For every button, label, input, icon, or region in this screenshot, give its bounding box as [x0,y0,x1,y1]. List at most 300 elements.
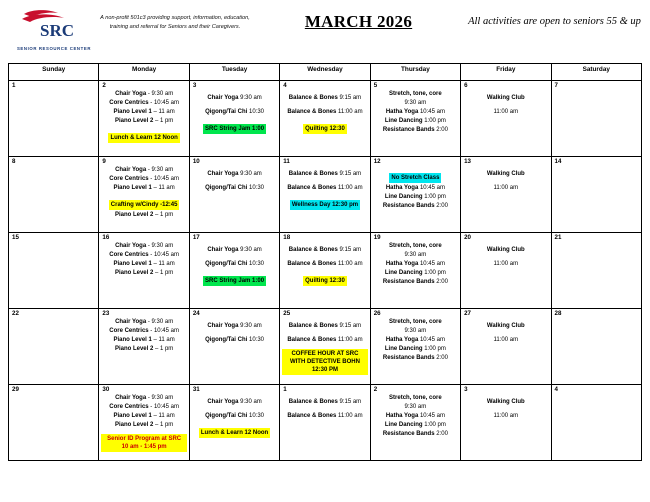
event-time: 9:30 am [404,252,427,259]
event-time: 2:00 [434,203,448,210]
event-time: - 10:45 am [148,404,179,411]
day-events [373,166,458,211]
calendar-day-cell[interactable] [551,233,641,309]
event-time: 11:00 am [336,413,363,420]
calendar-day-cell[interactable] [551,309,641,385]
calendar-week-row [9,233,642,309]
day-events [101,90,186,144]
event-time: - 9:30 am [146,167,174,174]
day-events [192,170,277,193]
day-events [192,94,277,135]
event-entry [282,170,367,179]
event-name: Line Dancing [384,118,423,125]
calendar-day-cell[interactable] [461,81,551,157]
day-number: 31 [192,386,200,393]
calendar-day-cell[interactable] [370,309,460,385]
weekday-header-wednesday: Wednesday [280,64,370,81]
event-time: - 10:45 am [148,328,179,335]
day-number: 13 [464,158,471,165]
event-name: Balance & Bones [288,95,338,102]
weekday-header-thursday: Thursday [370,64,460,81]
event-name: Chair Yoga [207,323,239,330]
event-name: Balance & Bones [287,185,337,192]
event-time: 9:15 am [337,247,362,254]
event-entry [101,175,186,184]
day-number: 5 [373,82,378,89]
calendar-day-cell[interactable] [280,157,370,233]
event-name: Hatha Yoga [385,261,419,268]
event-name: Walking Club [486,95,525,102]
page-title: MARCH 2026 [304,12,413,31]
weekday-header-friday: Friday [461,64,551,81]
weekday-header-tuesday: Tuesday [189,64,279,81]
event-name: Walking Club [486,171,525,178]
event-time: 2:00 [434,279,448,286]
day-number: 12 [373,158,381,165]
event-time: – 11 am [151,261,175,268]
event-time: 2:00 [434,127,448,134]
event-entry [101,394,186,403]
event-time: 10:45 am [418,337,445,344]
day-events [192,246,277,287]
event-name: Qigong/Tai Chi [205,337,248,344]
event-time: 11:00 am [336,337,363,344]
event-name: Piano Level 1 [113,261,152,268]
event-entry [192,412,277,421]
event-entry [282,184,367,193]
event-time: 10:45 am [418,413,445,420]
event-time: 9:30 am [404,404,427,411]
event-name: Stretch, tone, core [389,395,442,402]
event-entry [463,336,548,345]
event-entry [282,260,367,269]
event-name: Hatha Yoga [385,185,419,192]
event-name: Stretch, tone, core [389,319,442,326]
event-name: Piano Level 2 [114,270,154,277]
event-time: 10:45 am [418,261,445,268]
event-entry [101,327,186,336]
day-events [282,94,367,135]
day-number: 15 [12,234,19,241]
calendar-day-cell[interactable] [189,233,279,309]
logo [8,8,100,51]
calendar-body [9,81,642,461]
calendar-day-cell[interactable] [551,81,641,157]
src-logo-icon [18,10,90,40]
day-events [373,242,458,287]
event-entry [282,336,367,345]
event-time: 11:00 am [493,413,519,420]
event-entry [192,108,277,117]
event-time: 10:30 [247,261,264,268]
event-time: – 1 pm [153,118,174,125]
highlighted-event: Lunch & Learn 12 Noon [108,133,179,143]
event-entry [101,211,186,220]
calendar-day-cell[interactable] [280,309,370,385]
highlighted-event: Wellness Day 12:30 pm [290,200,360,210]
day-events [282,170,367,211]
day-number: 7 [554,82,558,89]
event-entry [373,336,458,345]
calendar-day-cell[interactable] [189,81,279,157]
event-time: – 1 pm [153,270,174,277]
event-time: 11:00 am [336,261,363,268]
day-events [282,398,367,421]
calendar-day-cell[interactable] [280,233,370,309]
event-name: Balance & Bones [288,171,338,178]
event-name: Core Centrics [109,252,149,259]
event-time: 9:30 am [404,100,427,107]
event-name: Chair Yoga [115,319,147,326]
event-time: 1:00 pm [422,422,446,429]
event-time: - 9:30 am [146,395,174,402]
day-number: 10 [192,158,200,165]
event-entry [192,322,277,331]
event-time: 11:00 am [493,185,519,192]
event-time: 1:00 pm [422,270,446,277]
event-time: 10:30 [247,109,264,116]
day-events [192,322,277,345]
event-name: Resistance Bands [382,203,435,210]
event-time: 9:30 am [238,399,262,406]
event-entry [463,108,548,117]
event-entry [101,117,186,126]
event-name: Line Dancing [384,346,423,353]
event-entry [373,394,458,403]
day-number: 3 [464,386,468,393]
calendar-day-cell[interactable] [99,157,189,233]
day-number: 27 [464,310,471,317]
event-name: Balance & Bones [287,413,337,420]
calendar-day-cell[interactable] [551,157,641,233]
day-events [101,166,186,220]
eligibility-notice: All activities are open to seniors 55 & up [468,16,641,27]
event-entry [373,99,458,108]
day-number: 8 [12,158,16,165]
weekday-header-saturday: Saturday [551,64,641,81]
event-time: – 1 pm [153,422,174,429]
day-number: 19 [373,234,381,241]
event-time: 2:00 [434,355,448,362]
event-name: Core Centrics [109,404,149,411]
event-time: 10:30 [247,337,264,344]
calendar-day-cell[interactable] [551,385,641,461]
event-entry [373,421,458,430]
event-entry [463,184,548,193]
day-number: 1 [12,82,16,89]
event-time: – 1 pm [153,212,174,219]
highlighted-event: Lunch & Learn 12 Noon [199,428,270,438]
event-name: Piano Level 1 [113,109,152,116]
day-number: 26 [373,310,381,317]
event-entry [101,412,186,421]
calendar-day-cell[interactable] [189,157,279,233]
event-entry [463,246,548,255]
event-time: 2:00 [434,431,448,438]
day-number: 16 [102,234,110,241]
event-name: Walking Club [486,323,525,330]
event-time: 1:00 pm [422,118,446,125]
calendar-day-cell[interactable] [370,233,460,309]
event-name: Stretch, tone, core [389,243,442,250]
calendar-day-cell[interactable] [9,81,99,157]
day-events [373,318,458,363]
calendar-day-cell[interactable] [99,309,189,385]
day-number: 21 [554,234,562,241]
event-entry [101,260,186,269]
calendar-day-cell[interactable] [9,385,99,461]
day-number: 24 [192,310,200,317]
event-entry [101,184,186,193]
calendar-table [8,63,642,461]
highlighted-event: Quilting 12:30 [303,276,347,286]
event-name: Hatha Yoga [385,337,419,344]
highlighted-event: No Stretch Class [389,173,441,183]
calendar-day-cell[interactable] [9,233,99,309]
calendar-day-cell[interactable] [99,385,189,461]
event-name: Walking Club [486,399,525,406]
event-entry [101,251,186,260]
highlighted-event: Quilting 12:30 [303,124,347,134]
event-time: 11:00 am [336,185,363,192]
event-entry [373,126,458,135]
day-events [463,170,548,193]
calendar-day-cell[interactable] [370,385,460,461]
event-name: Piano Level 2 [114,212,154,219]
event-name: Qigong/Tai Chi [205,185,248,192]
event-entry [101,269,186,278]
event-entry [101,99,186,108]
event-time: 10:30 [247,185,264,192]
event-entry [101,90,186,99]
day-number: 22 [12,310,19,317]
event-entry [373,90,458,99]
event-entry [463,398,548,407]
event-time: - 10:45 am [148,252,179,259]
event-time: 9:30 am [238,323,262,330]
calendar-day-cell[interactable] [461,385,551,461]
page-header [8,6,642,60]
weekday-header-monday: Monday [99,64,189,81]
event-name: Chair Yoga [115,167,147,174]
day-events [373,90,458,135]
event-entry [373,184,458,193]
event-entry [373,345,458,354]
event-time: 9:15 am [337,399,362,406]
event-name: Hatha Yoga [385,109,419,116]
day-number: 9 [102,158,106,165]
calendar-day-cell[interactable] [9,157,99,233]
day-number: 2 [373,386,378,393]
event-name: Piano Level 2 [114,422,154,429]
event-entry [282,398,367,407]
event-name: Resistance Bands [382,355,435,362]
event-time: 11:00 am [493,337,519,344]
day-number: 18 [283,234,291,241]
event-time: 11:00 am [493,261,519,268]
day-number: 14 [554,158,562,165]
event-entry [282,108,367,117]
event-name: Balance & Bones [287,109,337,116]
day-number: 4 [554,386,558,393]
event-name: Chair Yoga [207,399,239,406]
event-time: – 11 am [151,185,175,192]
event-entry [282,246,367,255]
event-entry [373,403,458,412]
event-entry [101,345,186,354]
event-name: Line Dancing [384,422,423,429]
event-time: - 10:45 am [148,176,179,183]
event-entry [463,412,548,421]
event-name: Core Centrics [109,328,149,335]
event-time: 9:30 am [238,171,262,178]
calendar-week-row [9,309,642,385]
highlighted-event: COFFEE HOUR AT SRC WITH DETECTIVE BOHN 12:30 PM [282,349,367,375]
event-name: Walking Club [486,247,525,254]
calendar-day-cell[interactable] [99,81,189,157]
event-time: - 9:30 am [146,91,174,98]
event-name: Core Centrics [109,176,149,183]
day-events [373,394,458,439]
event-name: Chair Yoga [207,247,239,254]
event-name: Balance & Bones [288,399,338,406]
event-time: 1:00 pm [422,194,446,201]
event-name: Resistance Bands [382,431,435,438]
event-name: Chair Yoga [207,171,239,178]
event-entry [373,117,458,126]
calendar-week-row [9,157,642,233]
event-name: Balance & Bones [287,337,337,344]
event-name: Line Dancing [384,194,423,201]
event-time: – 11 am [151,413,175,420]
day-number: 25 [283,310,291,317]
event-entry [192,184,277,193]
day-number: 3 [192,82,197,89]
event-entry [282,94,367,103]
day-number: 11 [283,158,290,165]
day-number: 2 [102,82,106,89]
event-entry [192,260,277,269]
event-entry [373,354,458,363]
event-name: Balance & Bones [288,323,338,330]
event-time: – 11 am [151,337,175,344]
day-number: 6 [464,82,468,89]
event-name: Balance & Bones [287,261,337,268]
day-number: 4 [283,82,287,89]
calendar-day-cell[interactable] [99,233,189,309]
event-entry [101,421,186,430]
title-block [250,8,467,32]
event-time: - 9:30 am [146,319,174,326]
calendar-day-cell[interactable] [9,309,99,385]
highlighted-event: SRC String Jam 1:00 [203,124,266,134]
day-events [282,322,367,376]
day-events [463,398,548,421]
event-entry [192,94,277,103]
event-entry [373,269,458,278]
event-time: 9:15 am [337,171,362,178]
day-number: 30 [102,386,110,393]
highlighted-event: SRC String Jam 1:00 [203,276,266,286]
tagline: A non-profit 501c3 providing support, information, education, training and referral for Seniors and their Caregivers. [100,15,250,31]
calendar-day-cell[interactable] [189,309,279,385]
event-name: Core Centrics [109,100,149,107]
event-entry [101,166,186,175]
event-name: Qigong/Tai Chi [205,261,248,268]
event-time: 1:00 pm [422,346,446,353]
logo-caption: SENIOR RESOURCE CENTER [16,46,92,51]
event-time: 10:45 am [418,109,445,116]
event-time: 10:30 [247,413,264,420]
event-time: 11:00 am [493,109,519,116]
calendar-week-row [9,81,642,157]
calendar-day-cell[interactable] [280,81,370,157]
event-entry [192,170,277,179]
event-entry [101,242,186,251]
event-time: 9:30 am [238,95,262,102]
event-time: – 11 am [151,109,175,116]
event-name: Balance & Bones [288,247,338,254]
day-events [101,394,186,453]
highlighted-event: Senior ID Program at SRC 10 am - 1:45 pm [101,434,186,452]
calendar-day-cell[interactable] [280,385,370,461]
event-time: 10:45 am [418,185,445,192]
event-entry [192,336,277,345]
event-time: 9:30 am [404,328,427,335]
day-events [463,94,548,117]
event-entry [101,108,186,117]
event-entry [463,322,548,331]
event-time: 9:15 am [337,95,362,102]
highlighted-event: Crafting w/Cindy -12:45 [109,200,180,210]
day-events [463,246,548,269]
event-name: Qigong/Tai Chi [205,109,248,116]
event-entry [373,202,458,211]
calendar-week-row [9,385,642,461]
event-name: Line Dancing [384,270,423,277]
event-entry [101,318,186,327]
event-name: Piano Level 1 [113,185,152,192]
event-entry [101,336,186,345]
event-name: Resistance Bands [382,127,435,134]
event-name: Qigong/Tai Chi [205,413,248,420]
calendar-day-cell[interactable] [461,157,551,233]
day-number: 20 [464,234,471,241]
event-entry [373,430,458,439]
calendar-day-cell[interactable] [370,157,460,233]
calendar-day-cell[interactable] [461,233,551,309]
event-name: Resistance Bands [382,279,435,286]
event-name: Piano Level 1 [113,337,152,344]
day-events [101,242,186,278]
event-time: 9:15 am [337,323,362,330]
day-events [463,322,548,345]
event-entry [463,94,548,103]
event-entry [373,327,458,336]
event-name: Chair Yoga [115,91,147,98]
event-time: - 10:45 am [148,100,179,107]
calendar-day-cell[interactable] [189,385,279,461]
calendar-day-cell[interactable] [461,309,551,385]
event-name: Piano Level 2 [114,118,154,125]
calendar-day-cell[interactable] [370,81,460,157]
day-number: 28 [554,310,562,317]
event-entry [373,251,458,260]
event-entry [373,412,458,421]
day-events [282,246,367,287]
event-entry [192,246,277,255]
event-entry [373,193,458,202]
